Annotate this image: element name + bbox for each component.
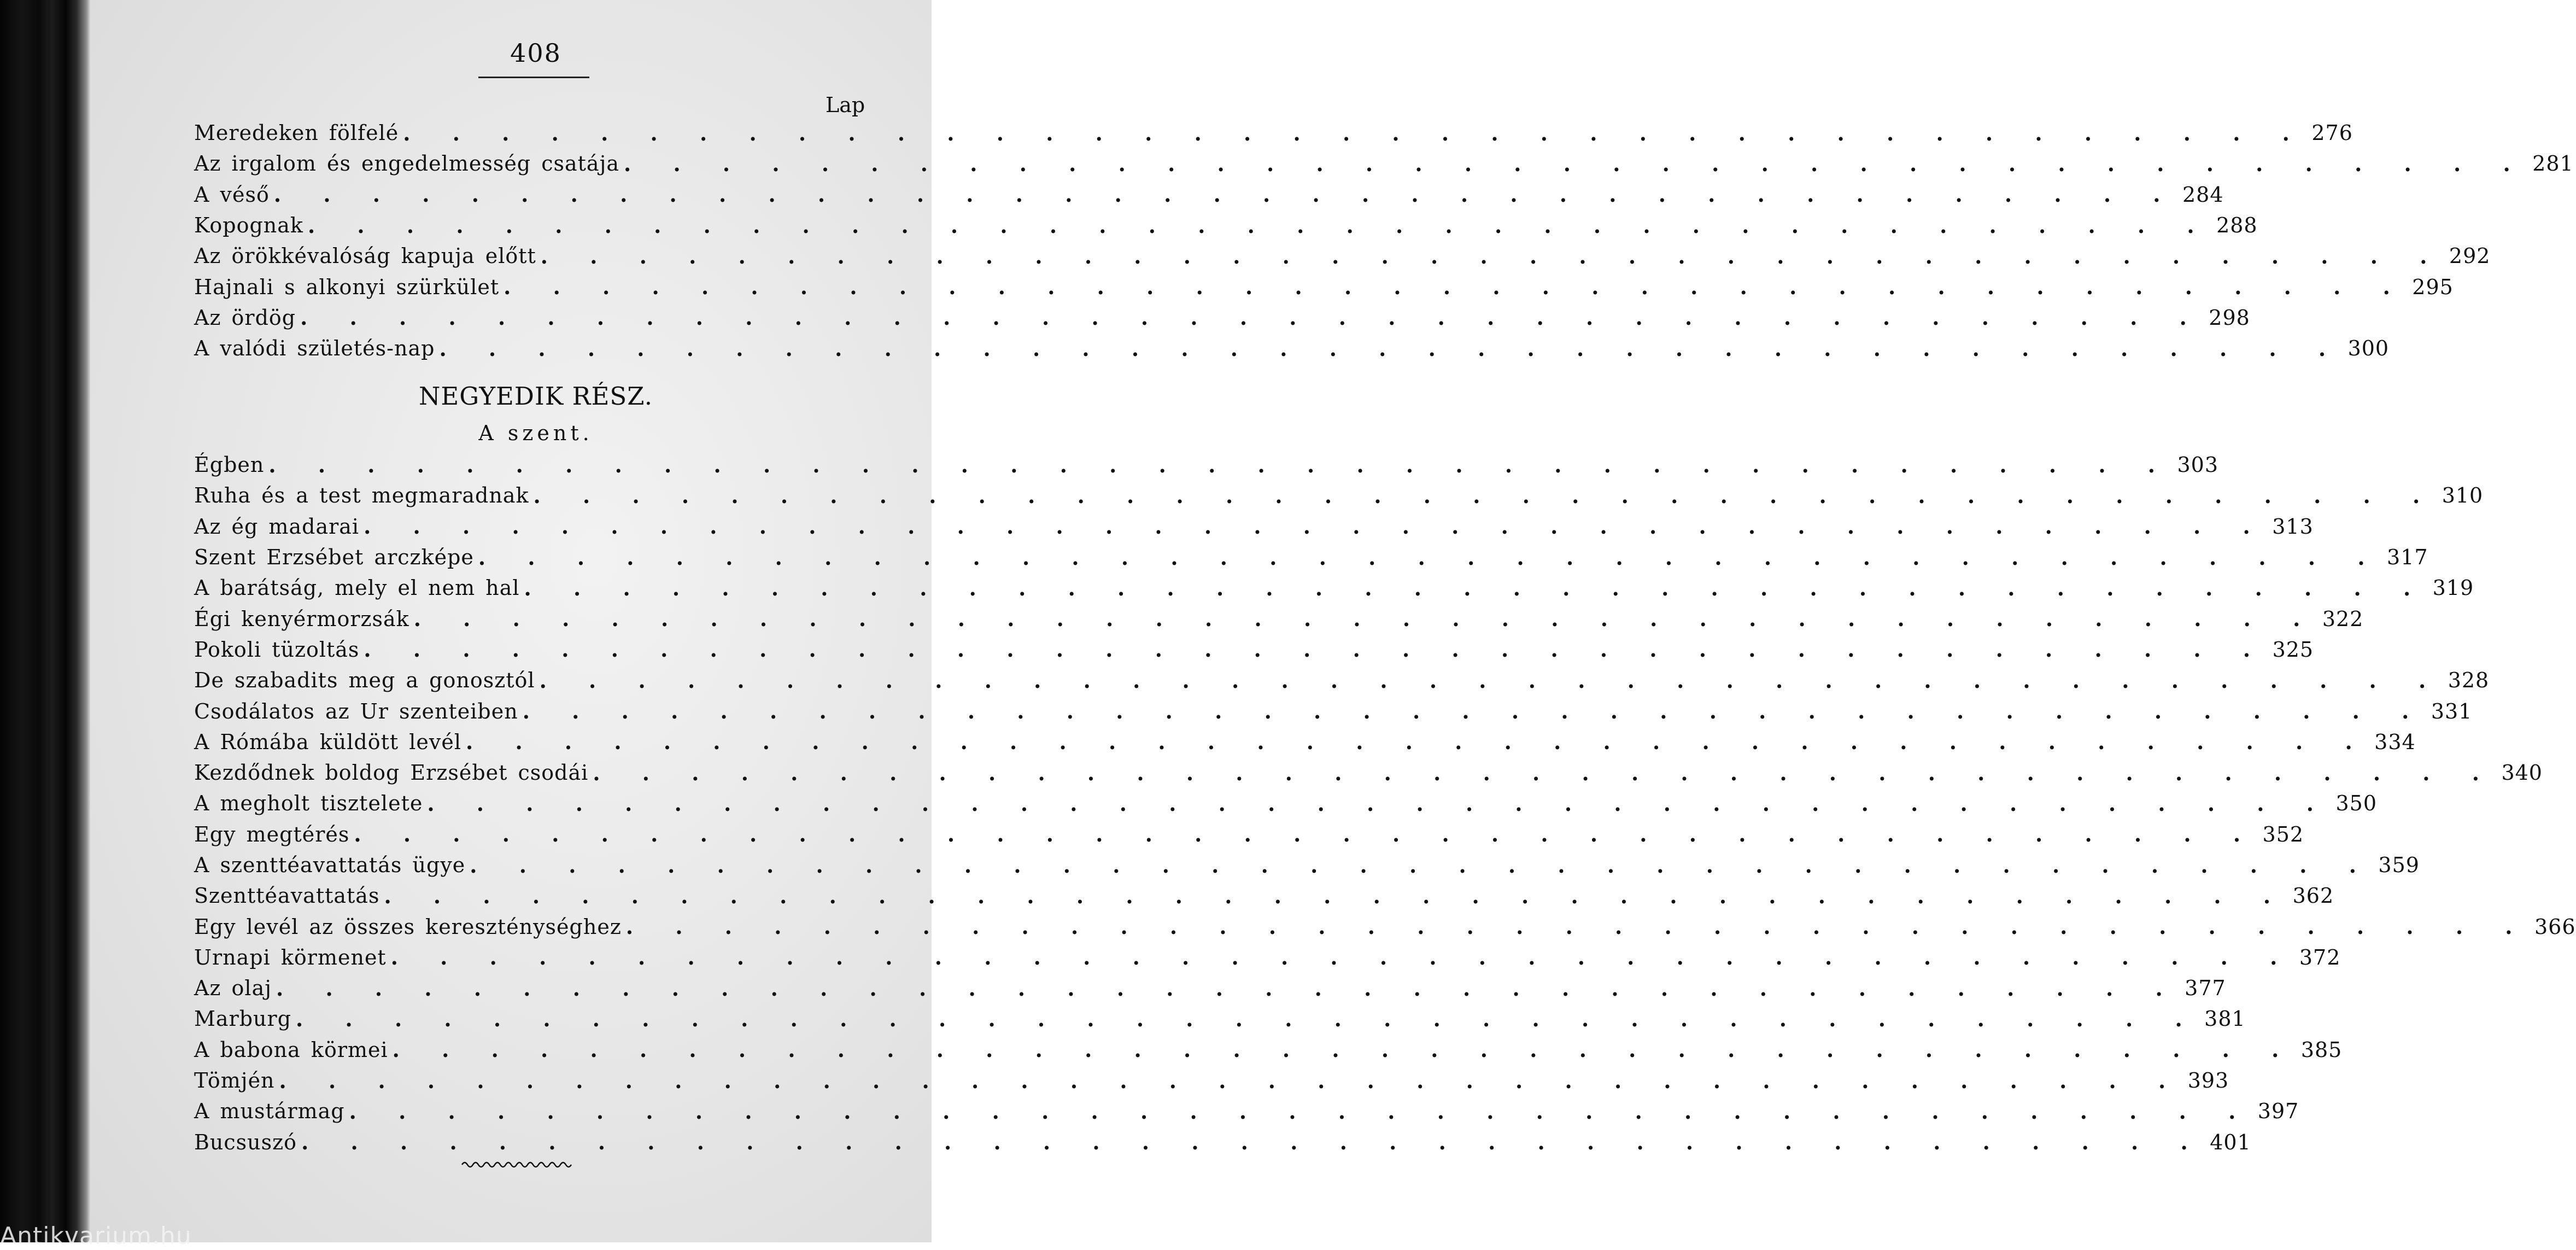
part-heading: NEGYEDIK RÉSZ. (418, 382, 653, 411)
toc-entry-page: 352 (2262, 822, 2304, 846)
toc-entry (194, 880, 2334, 911)
toc-entry-title: Csodálatos az Ur szenteiben (194, 699, 518, 723)
dot-leader: . . . . . . . . . . . . . . . . . . . . . . . . . . . . . . . . . . . . . . . (478, 545, 2382, 570)
dot-leader: . . . . . . . . . . . . . . . . . . . . . . . . . . . . . . . . . . . . . . . (540, 243, 2445, 268)
toc-entry-page: 295 (2412, 274, 2454, 299)
dot-leader: . . . . . . . . . . . . . . . . . . . . . . . . . . . . . . . . . . . . . . . (268, 452, 2173, 477)
toc-entry (194, 573, 2474, 603)
toc-entry (194, 942, 2341, 973)
toc-entry-page: 377 (2185, 976, 2226, 1001)
toc-entry (194, 819, 2304, 850)
dot-leader: . . . . . . . . . . . . . . . . . . . . . . . . . . . . . . . . . . . . . . . (624, 151, 2528, 176)
toc-entry (194, 542, 2428, 573)
toc-entry-title: Az örökkévalóság kapuja előtt (194, 244, 536, 268)
toc-entry (194, 727, 2416, 757)
toc-entry-title: Bucsuszó (194, 1130, 297, 1154)
dot-leader: . . . . . . . . . . . . . . . . . . . . . . . . . . . . . . . . . . . . . . . (384, 883, 2288, 908)
toc-entry-page: 372 (2299, 945, 2341, 969)
toc-entry (194, 603, 2364, 634)
toc-entry-title: A Rómába küldött levél (194, 729, 461, 754)
dot-leader: . . . . . . . . . . . . . . . . . . . . . . . . . . . . . . . . . . . . . . . (625, 914, 2530, 939)
toc-entry-page: 313 (2272, 514, 2314, 539)
toc-entry (194, 973, 2226, 1003)
toc-entry (194, 1065, 2229, 1096)
toc-entry-title: Kezdődnek boldog Erzsébet csodái (194, 761, 589, 785)
dot-leader: . . . . . . . . . . . . . . . . . . . . . . . . . . . . . . . . . . . . . . . (307, 213, 2212, 238)
toc-entry-page: 401 (2210, 1130, 2251, 1154)
toc-entry (194, 271, 2454, 302)
toc-entry (194, 333, 2390, 364)
toc-entry (194, 118, 2353, 148)
toc-entry-title: A szenttéavattatás ügye (194, 853, 466, 877)
toc-entry-title: A valódi születés-nap (194, 336, 435, 361)
dot-leader: . . . . . . . . . . . . . . . . . . . . . . . . . . . . . . . . . . . . . . . (504, 274, 2408, 300)
page-number: 408 (510, 38, 561, 68)
toc-entry-title: Kopognak (194, 213, 303, 238)
toc-entry-title: A barátság, mely el nem hal (194, 576, 520, 600)
toc-entry-title: Szenttéavattatás (194, 884, 380, 908)
dot-leader: . . . . . . . . . . . . . . . . . . . . . . . . . . . . . . . . . . . . . . . (349, 1099, 2253, 1124)
toc-entry-page: 350 (2335, 791, 2377, 816)
toc-entry-title: Marburg (194, 1007, 292, 1031)
toc-entry-title: Tömjén (194, 1068, 275, 1093)
toc-entry-page: 319 (2432, 576, 2474, 600)
toc-entry-title: Az olaj (194, 976, 272, 1001)
toc-entry-page: 322 (2322, 606, 2364, 631)
toc-entry-title: Urnapi körmenet (194, 945, 387, 969)
dot-leader: . . . . . . . . . . . . . . . . . . . . . . . . . . . . . . . . . . . . . . . (296, 1006, 2200, 1031)
toc-entry-page: 385 (2300, 1037, 2343, 1062)
dot-leader: . . . . . . . . . . . . . . . . . . . . . . . . . . . . . . . . . . . . . . . (539, 668, 2444, 693)
toc-entry-page: 397 (2257, 1099, 2299, 1124)
dot-leader: . . . . . . . . . . . . . . . . . . . . . . . . . . . . . . . . . . . . . . . (300, 305, 2204, 330)
toc-entry-page: 284 (2182, 182, 2224, 207)
toc-entry-title: Az irgalom és engedelmesség csatája (194, 151, 620, 176)
toc-entry-page: 281 (2532, 151, 2574, 176)
part-subtitle: A szent. (478, 421, 593, 445)
toc-entry-title: De szabadits meg a gonosztól (194, 668, 535, 693)
dot-leader: . . . . . . . . . . . . . . . . . . . . . . . . . . . . . . . . . . . . . . . (533, 483, 2438, 508)
dot-leader: . . . . . . . . . . . . . . . . . . . . . . . . . . . . . . . . . . . . . . . (273, 182, 2178, 207)
toc-list-bottom (194, 449, 2576, 1158)
toc-entry-page: 292 (2449, 244, 2491, 268)
toc-entry-title: Égi kenyérmorzsák (194, 606, 409, 631)
toc-entry-title: Egy levél az összes kereszténységhez (194, 914, 622, 939)
dot-leader: . . . . . . . . . . . . . . . . . . . . . . . . . . . . . . . . . . . . . . . (470, 852, 2374, 878)
page-number-rule (478, 77, 589, 78)
toc-entry (194, 757, 2543, 788)
toc-entry (194, 850, 2420, 880)
toc-entry-page: 288 (2216, 213, 2258, 238)
toc-entry-title: Szent Erzsébet arczképe (194, 545, 474, 570)
book-binding (0, 0, 90, 1242)
dot-leader: . . . . . . . . . . . . . . . . . . . . . . . . . . . . . . . . . . . . . . . (427, 791, 2331, 816)
toc-entry-title: Az ördög (194, 305, 296, 330)
toc-entry-page: 331 (2431, 699, 2473, 723)
toc-entry-page: 381 (2204, 1007, 2246, 1031)
toc-entry-page: 276 (2311, 121, 2353, 145)
toc-entry-title: A véső (194, 182, 270, 207)
toc-entry (194, 1127, 2251, 1158)
toc-entry-title: A mustármag (194, 1099, 345, 1124)
dot-leader: . . . . . . . . . . . . . . . . . . . . . . . . . . . . . . . . . . . . . . . (354, 822, 2258, 847)
toc-entry (194, 148, 2574, 179)
toc-entry-page: 328 (2448, 668, 2490, 693)
toc-entry (194, 210, 2258, 241)
toc-entry (194, 241, 2491, 271)
toc-entry (194, 911, 2576, 942)
toc-entry-page: 300 (2347, 336, 2390, 361)
lap-column-label: Lap (826, 93, 865, 117)
toc-list-top (194, 118, 2574, 364)
toc-entry (194, 480, 2484, 511)
toc-entry-page: 317 (2387, 545, 2428, 570)
toc-entry (194, 511, 2314, 542)
end-ornament (462, 1158, 574, 1171)
toc-entry (194, 1096, 2299, 1126)
toc-entry-title: Egy megtérés (194, 822, 350, 846)
toc-entry (194, 179, 2224, 210)
toc-entry-page: 340 (2501, 761, 2543, 785)
toc-entry-page: 359 (2378, 853, 2420, 877)
toc-entry-title: Hajnali s alkonyi szürkület (194, 274, 500, 299)
dot-leader: . . . . . . . . . . . . . . . . . . . . . . . . . . . . . . . . . . . . . . . (413, 606, 2318, 632)
toc-entry-page: 366 (2534, 914, 2576, 939)
toc-entry (194, 1035, 2343, 1065)
dot-leader: . . . . . . . . . . . . . . . . . . . . . . . . . . . . . . . . . . . . . . . (524, 575, 2428, 600)
toc-entry-title: Meredeken fölfelé (194, 121, 399, 145)
dot-leader: . . . . . . . . . . . . . . . . . . . . . . . . . . . . . . . . . . . . . . . (466, 729, 2370, 755)
toc-entry-page: 310 (2442, 483, 2484, 508)
dot-leader: . . . . . . . . . . . . . . . . . . . . . . . . . . . . . . . . . . . . . . . (392, 1037, 2297, 1062)
toc-entry-title: Ruha és a test megmaradnak (194, 483, 529, 508)
toc-entry (194, 1003, 2246, 1034)
dot-leader: . . . . . . . . . . . . . . . . . . . . . . . . . . . . . . . . . . . . . . . (364, 637, 2268, 662)
toc-entry (194, 788, 2377, 819)
toc-entry (194, 696, 2473, 726)
toc-entry-page: 298 (2209, 305, 2250, 330)
toc-entry-page: 334 (2374, 729, 2416, 754)
toc-entry-page: 303 (2177, 453, 2219, 477)
toc-entry (194, 665, 2490, 696)
toc-entry-title: Égben (194, 453, 265, 477)
dot-leader: . . . . . . . . . . . . . . . . . . . . . . . . . . . . . . . . . . . . . . . (276, 976, 2180, 1001)
dot-leader: . . . . . . . . . . . . . . . . . . . . . . . . . . . . . . . . . . . . . . . (522, 699, 2427, 724)
toc-entry (194, 449, 2219, 480)
dot-leader: . . . . . . . . . . . . . . . . . . . . . . . . . . . . . . . . . . . . . . . (279, 1068, 2183, 1093)
dot-leader: . . . . . . . . . . . . . . . . . . . . . . . . . . . . . . . . . . . . . . . (403, 120, 2307, 145)
dot-leader: . . . . . . . . . . . . . . . . . . . . . . . . . . . . . . . . . . . . . . . (390, 945, 2295, 970)
toc-entry-page: 325 (2272, 637, 2314, 662)
toc-entry-page: 393 (2187, 1068, 2229, 1093)
watermark: Antikvarium.hu (0, 1222, 192, 1250)
toc-entry-title: A babona körmei (194, 1037, 388, 1062)
toc-entry (194, 302, 2250, 333)
toc-entry-title: Az ég madarai (194, 514, 360, 539)
toc-entry-title: A megholt tisztelete (194, 791, 423, 816)
dot-leader: . . . . . . . . . . . . . . . . . . . . . . . . . . . . . . . . . . . . . . . (301, 1130, 2205, 1155)
toc-entry (194, 634, 2314, 665)
dot-leader: . . . . . . . . . . . . . . . . . . . . . . . . . . . . . . . . . . . . . . . (364, 514, 2268, 539)
dot-leader: . . . . . . . . . . . . . . . . . . . . . . . . . . . . . . . . . . . . . . . (593, 760, 2497, 785)
toc-entry-page: 362 (2292, 884, 2334, 908)
dot-leader: . . . . . . . . . . . . . . . . . . . . . . . . . . . . . . . . . . . . . . . (439, 336, 2344, 361)
toc-entry-title: Pokoli tüzoltás (194, 637, 360, 662)
